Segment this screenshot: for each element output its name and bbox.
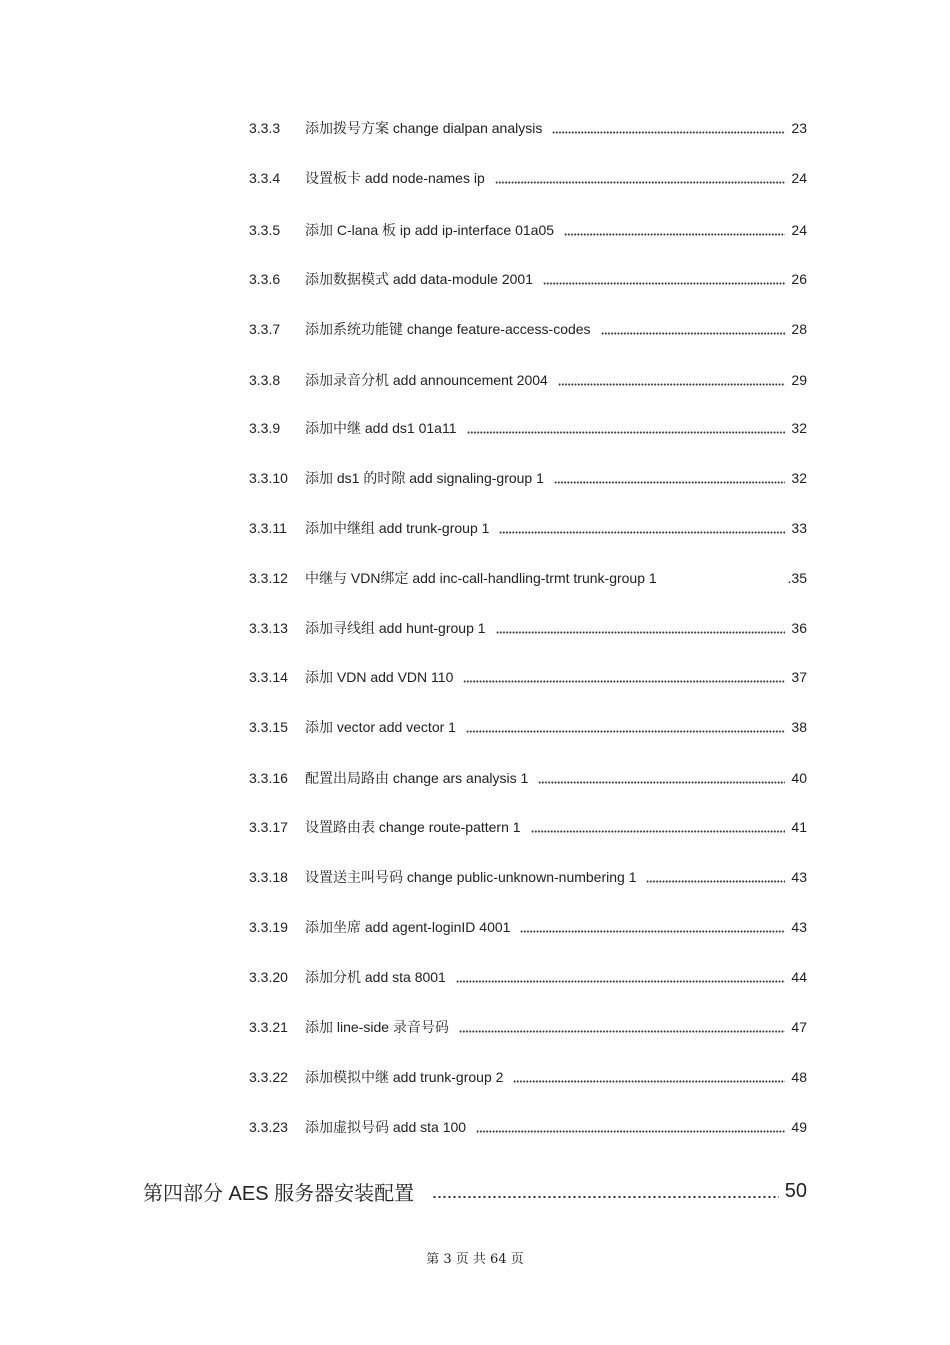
dot-leader — [459, 1020, 785, 1034]
toc-title: 添加系统功能键 change feature-access-codes — [305, 321, 591, 337]
dot-leader — [543, 272, 785, 286]
toc-entry — [249, 167, 807, 189]
toc-number: 3.3.16 — [249, 770, 288, 786]
toc-number: 3.3.21 — [249, 1019, 288, 1035]
toc-entry — [249, 916, 807, 938]
toc-page: 37 — [791, 669, 807, 685]
toc-page: 43 — [791, 919, 807, 935]
toc-number: 3.3.10 — [249, 470, 288, 486]
toc-number: 3.3.8 — [249, 372, 281, 388]
toc-part-heading — [143, 1178, 807, 1204]
toc-entry — [249, 318, 807, 340]
toc-title: 添加模拟中继 add trunk-group 2 — [305, 1069, 504, 1085]
page-footer: 第 3 页 共 64 页 — [426, 1252, 524, 1267]
toc-number: 3.3.3 — [249, 120, 281, 136]
toc-title: 添加 ds1 的时隙 add signaling-group 1 — [305, 470, 544, 486]
toc-page: .35 — [787, 570, 807, 586]
toc-title: 添加分机 add sta 8001 — [305, 969, 446, 985]
dot-leader — [499, 521, 785, 535]
toc-page: 23 — [791, 120, 807, 136]
toc-number: 3.3.20 — [249, 969, 288, 985]
toc-number: 3.3.9 — [249, 420, 281, 436]
dot-leader — [463, 670, 785, 684]
toc-page: 36 — [791, 620, 807, 636]
dot-leader — [495, 171, 785, 185]
toc-page: 40 — [791, 770, 807, 786]
toc-entry — [249, 966, 807, 988]
dot-leader — [513, 1070, 785, 1084]
toc-page: 32 — [791, 470, 807, 486]
toc-title: 设置板卡 add node-names ip — [305, 170, 485, 186]
toc-title: 添加 C-lana 板 ip add ip-interface 01a05 — [305, 222, 555, 238]
toc-title: 设置路由表 change route-pattern 1 — [305, 819, 521, 835]
toc-title: 添加坐席 add agent-loginID 4001 — [305, 919, 511, 935]
toc-number: 3.3.4 — [249, 170, 281, 186]
toc-title: 添加 line-side 录音号码 — [305, 1019, 449, 1035]
dot-leader — [646, 870, 785, 884]
toc-entry — [249, 666, 807, 688]
toc-number: 3.3.23 — [249, 1119, 288, 1135]
toc-page: 33 — [791, 520, 807, 536]
toc-page: 26 — [791, 271, 807, 287]
toc-number: 3.3.17 — [249, 819, 288, 835]
part-page: 50 — [784, 1179, 807, 1202]
toc-entry — [249, 369, 807, 391]
toc-entry — [249, 816, 807, 838]
toc-title: 添加寻线组 add hunt-group 1 — [305, 620, 486, 636]
toc-number: 3.3.13 — [249, 620, 288, 636]
toc-number: 3.3.11 — [249, 520, 287, 536]
toc-entry — [249, 567, 807, 589]
toc-title: 设置送主叫号码 change public-unknown-numbering 1 — [305, 869, 637, 885]
toc-entry — [249, 219, 807, 241]
toc-page: 32 — [791, 420, 807, 436]
toc-entry — [249, 467, 807, 489]
toc-number: 3.3.6 — [249, 271, 281, 287]
toc-number: 3.3.18 — [249, 869, 288, 885]
toc-page: 43 — [791, 869, 807, 885]
toc-entry — [249, 716, 807, 738]
toc-number: 3.3.19 — [249, 919, 288, 935]
toc-title: 添加数据模式 add data-module 2001 — [305, 271, 533, 287]
toc-number: 3.3.12 — [249, 570, 288, 586]
toc-entry — [249, 617, 807, 639]
dot-leader — [456, 970, 785, 984]
toc-page: 47 — [791, 1019, 807, 1035]
dot-leader — [531, 820, 785, 834]
toc-title: 添加录音分机 add announcement 2004 — [305, 372, 548, 388]
dot-leader — [496, 621, 785, 635]
toc-entry — [249, 1066, 807, 1088]
toc-number: 3.3.15 — [249, 719, 288, 735]
toc-page: 41 — [791, 819, 807, 835]
toc-page: 44 — [791, 969, 807, 985]
toc-entry — [249, 1116, 807, 1138]
toc-title: 添加中继组 add trunk-group 1 — [305, 520, 490, 536]
dot-leader — [466, 720, 785, 734]
toc-entry — [249, 268, 807, 290]
toc-page: 49 — [791, 1119, 807, 1135]
dot-leader — [432, 1180, 779, 1202]
dot-leader — [564, 223, 785, 237]
toc-page: 24 — [791, 222, 807, 238]
toc-page: 48 — [791, 1069, 807, 1085]
toc-title: 添加虚拟号码 add sta 100 — [305, 1119, 467, 1135]
toc-page: 29 — [791, 372, 807, 388]
part-title: 第四部分 AES 服务器安装配置 — [143, 1182, 415, 1205]
toc-title: 添加 VDN add VDN 110 — [305, 669, 454, 685]
toc-page: 28 — [791, 321, 807, 337]
dot-leader — [558, 373, 785, 387]
toc-entry — [249, 517, 807, 539]
toc-title: 配置出局路由 change ars analysis 1 — [305, 770, 529, 786]
toc-number: 3.3.7 — [249, 321, 281, 337]
toc-number: 3.3.5 — [249, 222, 281, 238]
toc-entry — [249, 866, 807, 888]
toc-page: 38 — [791, 719, 807, 735]
toc-number: 3.3.22 — [249, 1069, 288, 1085]
toc-page: 24 — [791, 170, 807, 186]
dot-leader — [520, 920, 785, 934]
dot-leader — [554, 471, 785, 485]
toc-title: 添加拨号方案 change dialpan analysis — [305, 120, 543, 136]
toc-entry — [249, 117, 807, 139]
toc-entry — [249, 767, 807, 789]
dot-leader — [552, 121, 785, 135]
toc-title: 添加中继 add ds1 01a11 — [305, 420, 457, 436]
dot-leader — [667, 571, 785, 585]
toc-entry — [249, 1016, 807, 1038]
toc-title: 添加 vector add vector 1 — [305, 719, 456, 735]
toc-title: 中继与 VDN绑定 add inc-call-handling-trmt trunk-group 1 — [305, 570, 657, 586]
dot-leader — [601, 322, 785, 336]
toc-entry — [249, 417, 807, 439]
dot-leader — [476, 1120, 785, 1134]
dot-leader — [538, 771, 785, 785]
toc-number: 3.3.14 — [249, 669, 288, 685]
dot-leader — [467, 421, 786, 435]
